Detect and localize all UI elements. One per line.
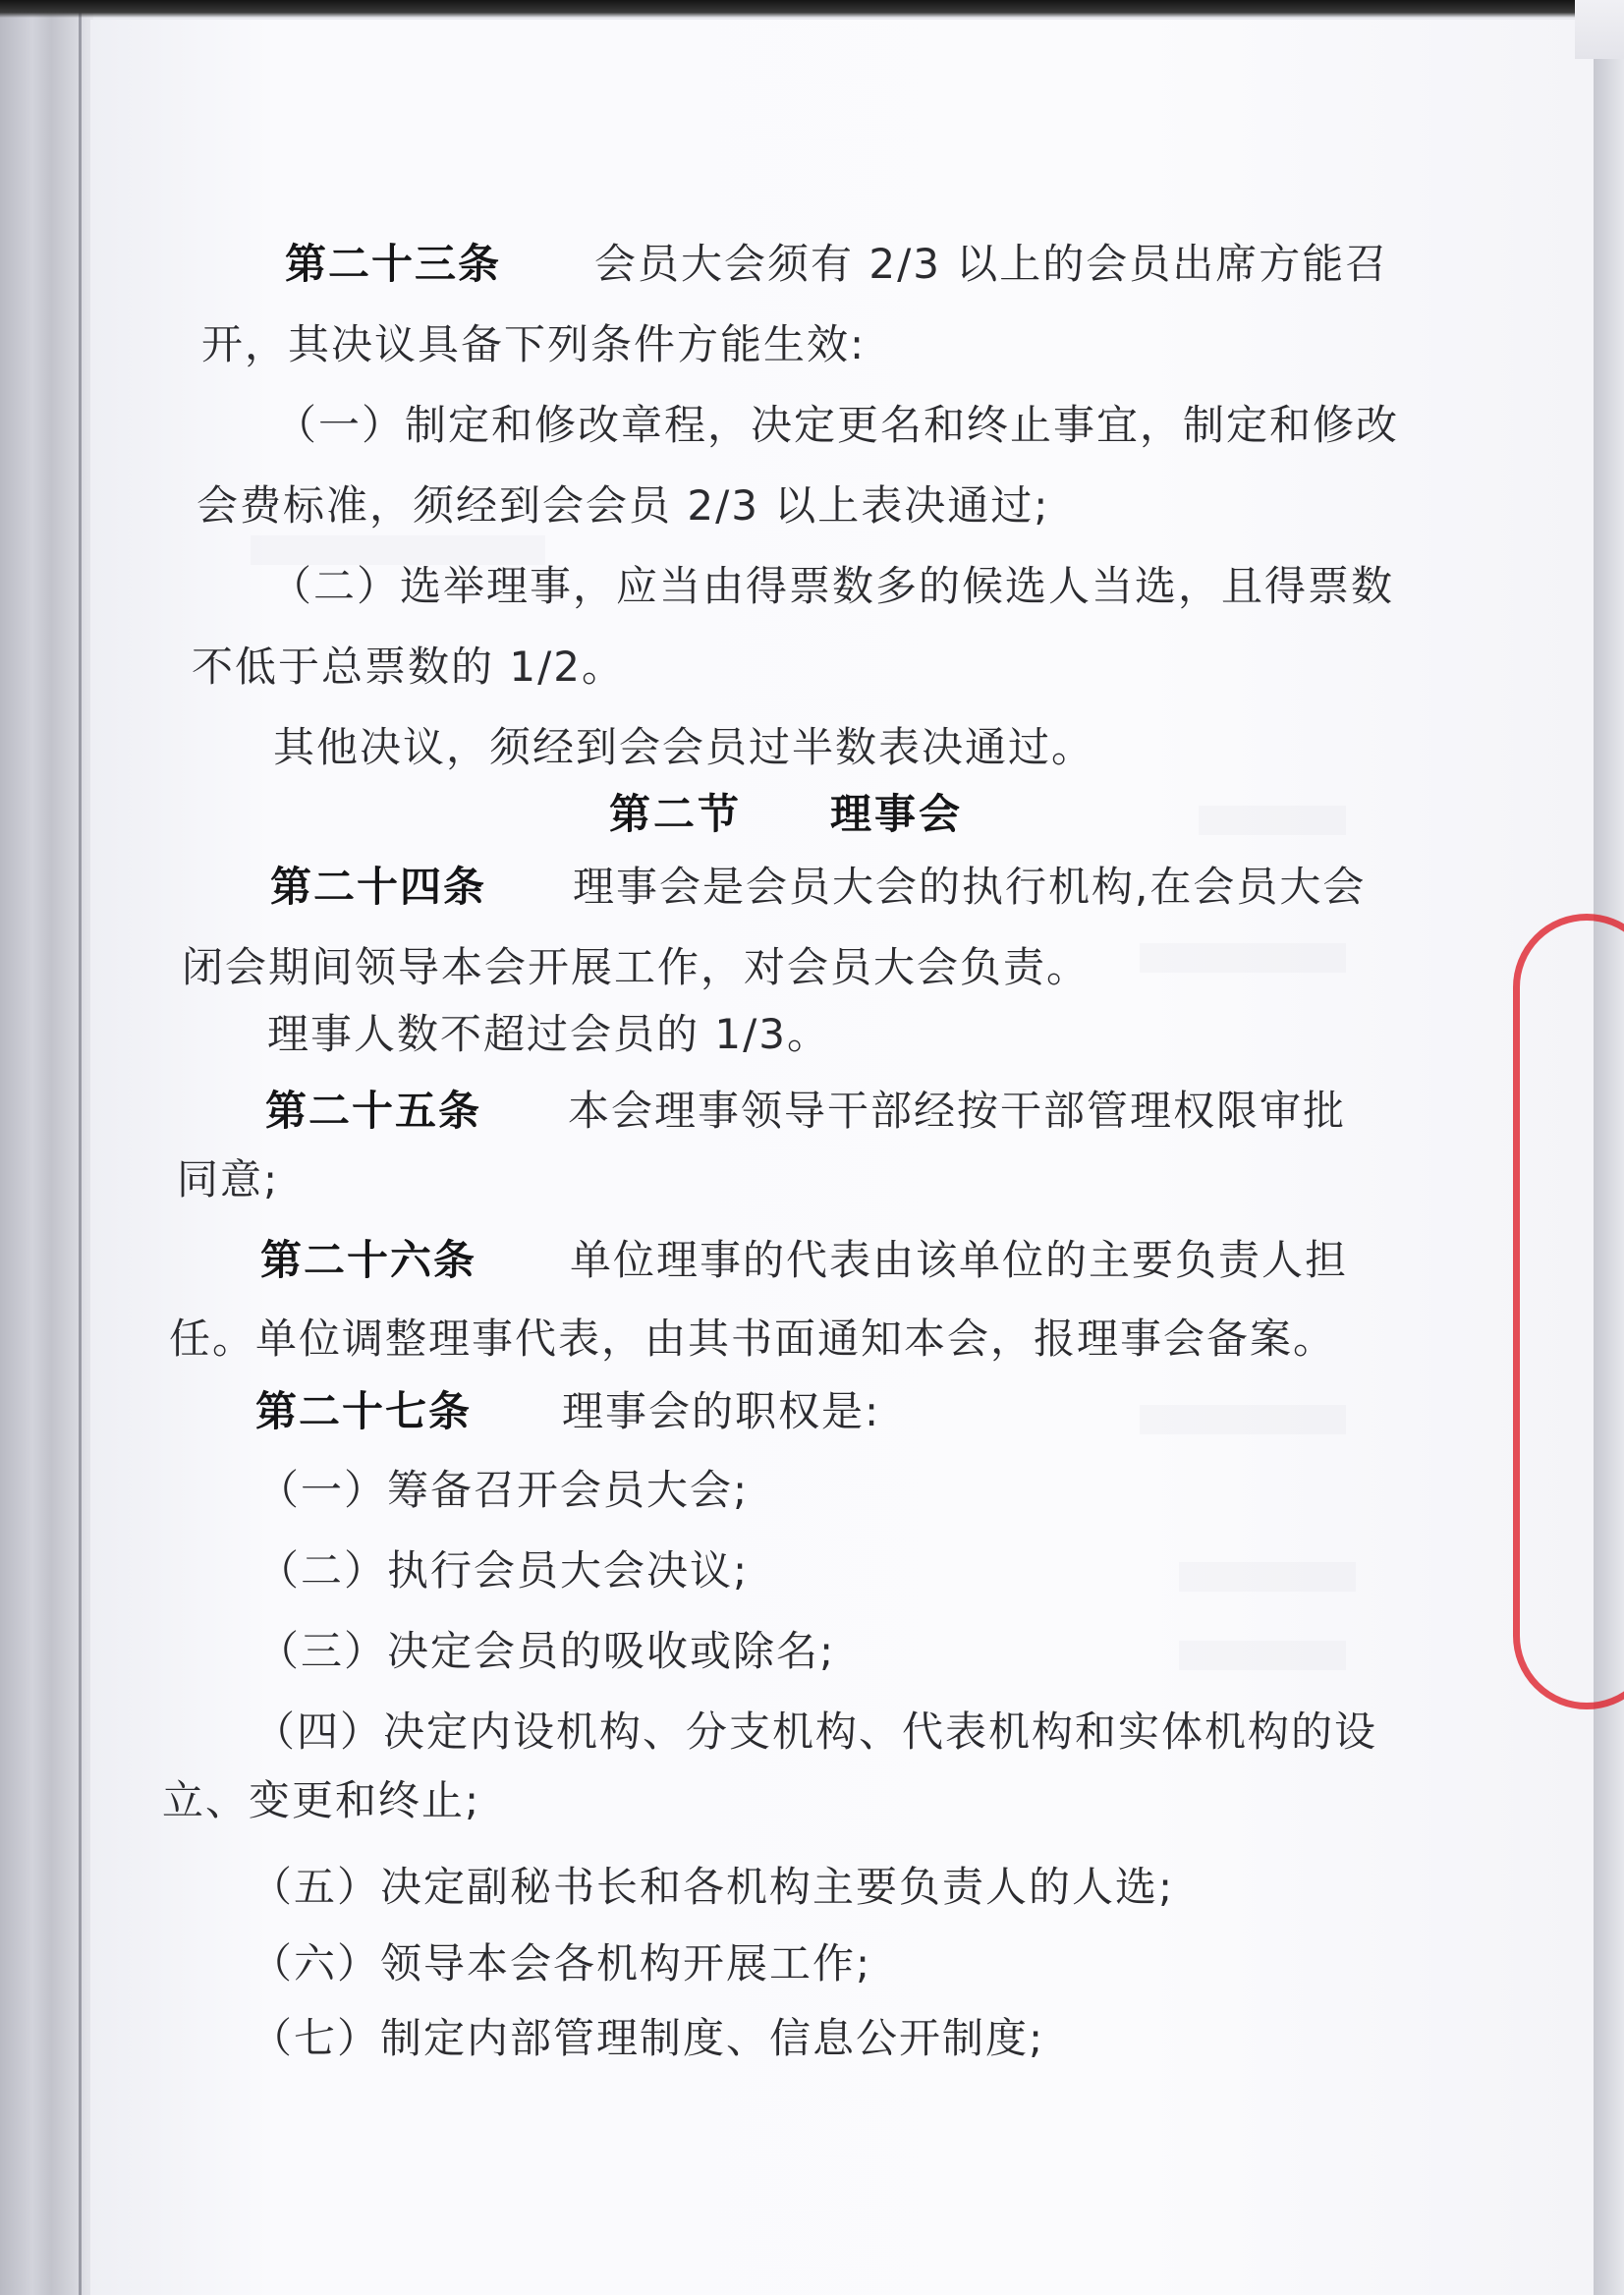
article-23-item-1-line-2: 会费标准，须经到会会员 2/3 以上表决通过;: [196, 481, 1050, 530]
article-23-other-resolutions: 其他决议，须经到会会员过半数表决通过。: [273, 723, 1095, 771]
article-27-item: （六）领导本会各机构开展工作;: [251, 1939, 872, 1987]
article-27-item-continued: 立、变更和终止;: [162, 1776, 481, 1824]
article-24-line-2: 闭会期间领导本会开展工作，对会员大会负责。: [182, 943, 1091, 991]
article-27-title: 第二十七条: [255, 1387, 473, 1435]
article-26-text: 单位理事的代表由该单位的主要负责人担: [570, 1236, 1349, 1284]
official-seal: [1513, 914, 1624, 1709]
article-23-title: 第二十三条: [285, 240, 502, 288]
article-23-item-2-line-2: 不低于总票数的 1/2。: [192, 643, 625, 691]
article-26-line-1: [260, 1228, 1348, 1287]
scanner-corner: [1575, 0, 1624, 59]
bleed-through-mark: [1140, 943, 1346, 973]
article-23-line-1: [285, 232, 1388, 291]
section-heading: [609, 782, 963, 841]
article-27-line-1: [255, 1379, 880, 1438]
article-23-item-1-line-1: （一）制定和修改章程，决定更名和终止事宜，制定和修改: [275, 401, 1400, 449]
scanner-top-edge: [0, 0, 1624, 18]
article-27-text: 理事会的职权是:: [562, 1387, 881, 1435]
section-number: 第二节: [609, 790, 743, 838]
article-27-item: （五）决定副秘书长和各机构主要负责人的人选;: [251, 1863, 1175, 1911]
article-27-item: （二）执行会员大会决议;: [257, 1546, 750, 1595]
section-name: 理事会: [830, 790, 964, 838]
article-23-item-2-line-1: （二）选举理事，应当由得票数多的候选人当选，且得票数: [270, 562, 1395, 610]
article-24-title: 第二十四条: [270, 863, 487, 911]
article-25-line-2: 同意;: [177, 1155, 280, 1203]
article-27-item: （四）决定内设机构、分支机构、代表机构和实体机构的设: [253, 1707, 1378, 1756]
article-24-line-3: 理事人数不超过会员的 1/3。: [267, 1010, 830, 1058]
article-27-item: （一）筹备召开会员大会;: [257, 1466, 750, 1514]
bleed-through-mark: [1140, 1405, 1346, 1434]
article-23-line-2: 开，其决议具备下列条件方能生效:: [201, 320, 867, 368]
article-23-text: 会员大会须有 2/3 以上的会员出席方能召: [594, 240, 1389, 288]
article-25-text: 本会理事领导干部经按干部管理权限审批: [568, 1087, 1347, 1135]
article-26-line-2: 任。单位调整理事代表，由其书面通知本会，报理事会备案。: [169, 1315, 1337, 1363]
article-25-title: 第二十五条: [265, 1087, 482, 1135]
page-fold-line: [79, 0, 82, 2295]
article-27-item: （三）决定会员的吸收或除名;: [257, 1627, 836, 1675]
article-25-line-1: [265, 1079, 1346, 1138]
article-24-line-1: [270, 855, 1366, 914]
bleed-through-mark: [1179, 1641, 1346, 1670]
bleed-through-mark: [1199, 806, 1346, 835]
bleed-through-mark: [1179, 1562, 1356, 1592]
article-26-title: 第二十六条: [260, 1236, 477, 1284]
article-24-text: 理事会是会员大会的执行机构,在会员大会: [573, 863, 1367, 911]
article-27-item: （七）制定内部管理制度、信息公开制度;: [251, 2014, 1045, 2062]
